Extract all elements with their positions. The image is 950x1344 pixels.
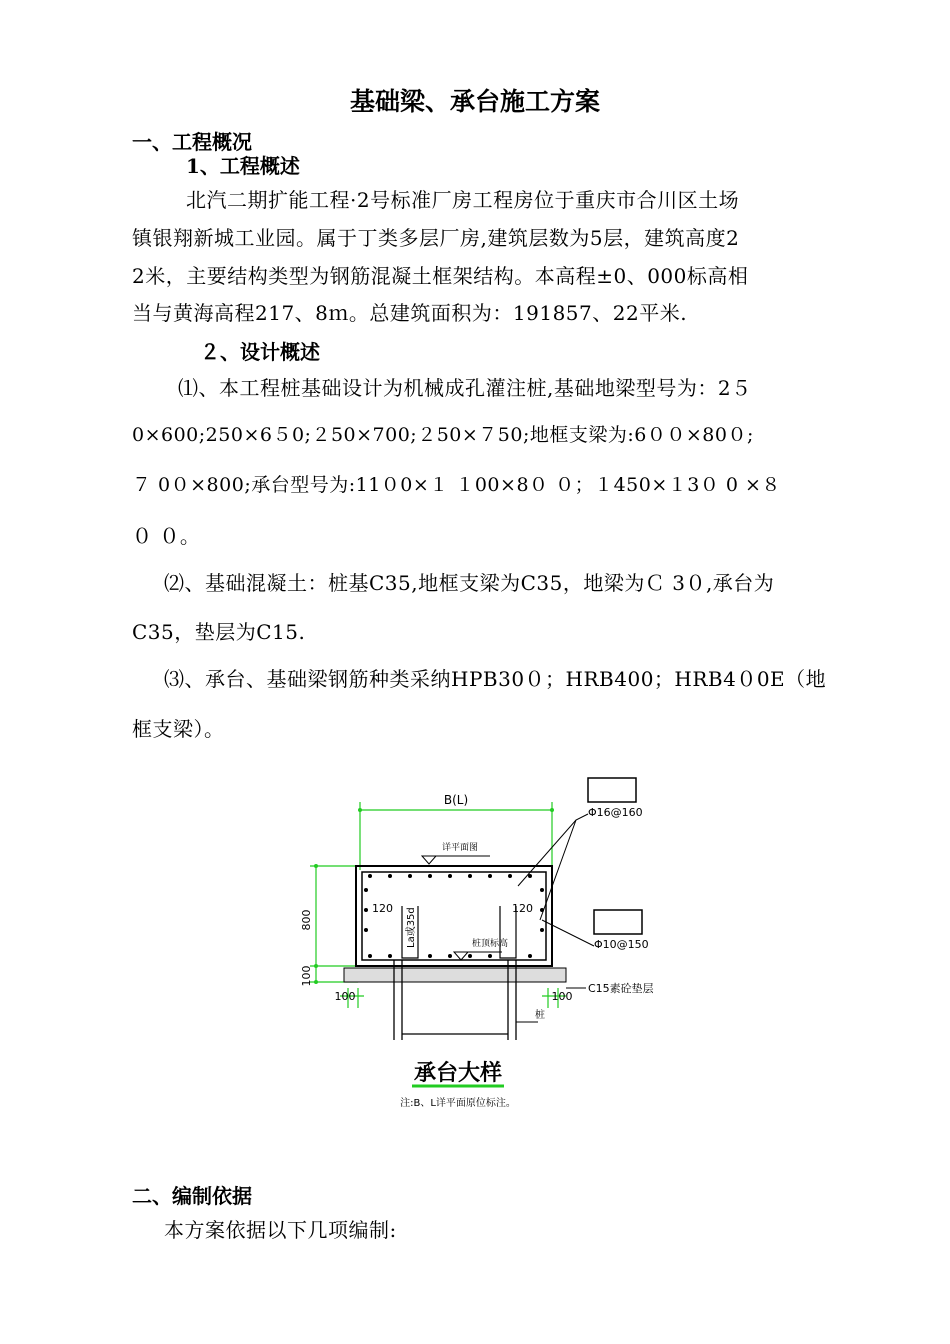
section2-heading: 二、编制依据 (132, 1184, 252, 1208)
section1-heading: 一、工程概况 (132, 130, 252, 154)
pile-label: 桩 (535, 1010, 545, 1021)
sub1-line: 北汽二期扩能工程·2号标准厂房工程房位于重庆市合川区土场 (186, 188, 740, 212)
design-item2-line: C35，垫层为C15. (132, 620, 306, 644)
pile-cap-detail-drawing (290, 770, 670, 1115)
rebar-top-label: Φ16@160 (588, 806, 643, 819)
rebar-side-label: Φ10@150 (594, 938, 649, 951)
figure-note: 注:B、L详平面原位标注。 (400, 1098, 516, 1109)
design-item3-line: ⑶、承台、基础梁钢筋种类采纳HPB30０；HRB400；HRB4０0E（地 (164, 667, 827, 691)
design-item1-line: ⑴、本工程桩基础设计为机械成孔灌注桩,基础地梁型号为：2５ (178, 376, 752, 400)
plan-label: 详平面图 (442, 843, 479, 853)
sub1-line: 2米，主要结构类型为钢筋混凝土框架结构。本高程±0、000标高相 (132, 264, 749, 288)
cushion-layer (344, 968, 566, 982)
sub1-heading: 1、工程概述 (186, 154, 300, 178)
pile-top-label: 桩顶标高 (472, 939, 509, 949)
design-item2-line: ⑵、基础混凝土：桩基C35,地框支梁为C35，地梁为Ｃ 3０,承台为 (164, 571, 775, 595)
dim-height-800: 800 (300, 909, 313, 931)
rebar-side-callout-box (594, 910, 642, 934)
dim-height-100: 100 (300, 965, 313, 987)
pile-top-marker-icon (454, 952, 468, 960)
lae-label: La或35d (406, 907, 417, 948)
level-marker-icon (422, 856, 436, 864)
dim-bottom-right: 100 (551, 990, 573, 1003)
label-120-left: 120 (372, 902, 393, 915)
sub1-line: 当与黄海高程217、8ｍ。总建筑面积为：191857、22平米. (132, 301, 688, 325)
dim-width-label: B(L) (443, 793, 469, 807)
dimension-ticks (314, 808, 554, 984)
sub2-heading: ２、设计概述 (200, 340, 320, 364)
page-title: 基础梁、承台施工方案 (349, 87, 600, 116)
dim-bottom-left: 100 (334, 990, 356, 1003)
figure-caption: 承台大样 (413, 1061, 503, 1086)
design-item1-line: ７ 0０×800;承台型号为:11０0×１ １00×8０ ０；１450×１3０ 0 ×８ (132, 474, 781, 496)
section2-line: 本方案依据以下几项编制: (164, 1218, 397, 1242)
design-item1-line: 0×600;250×6５0;２50×700;２50×７50;地框支梁为:6００×80０; (132, 424, 754, 446)
rebar-top-callout-box (588, 778, 636, 802)
label-120-right: 120 (512, 902, 533, 915)
cushion-label: C15素砼垫层 (588, 982, 654, 995)
design-item3-line: 框支梁）。 (132, 717, 225, 741)
sub1-line: 镇银翔新城工业园。属于丁类多层厂房,建筑层数为5层，建筑高度2 (132, 226, 740, 250)
rebar-dots (364, 874, 544, 958)
design-item1-line: ０ ０。 (132, 524, 201, 548)
